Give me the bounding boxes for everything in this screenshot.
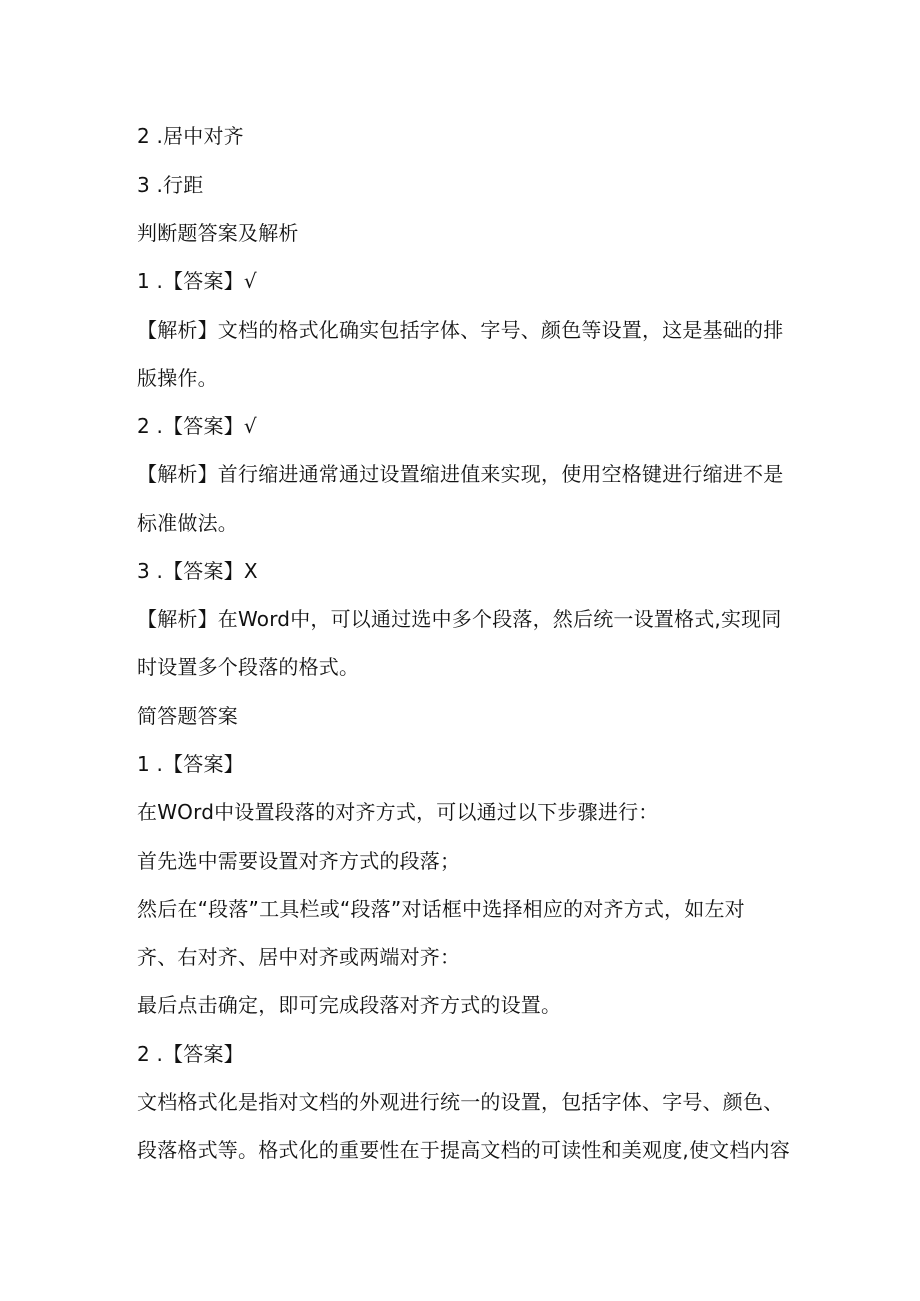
text-line: 2 .居中对齐 [137,124,244,148]
explanation-line: 标准做法。 [137,511,238,535]
explanation-line: 【解析】首行缩进通常通过设置缩进值来实现，使用空格键进行缩进不是 [137,462,784,486]
text-line: 首先选中需要设置对齐方式的段落； [137,849,461,873]
text-line: 齐、右对齐、居中对齐或两端对齐： [137,945,461,969]
answer-line: 2 .【答案】√ [137,414,257,438]
section-heading: 简答题答案 [137,704,238,728]
explanation-line: 【解析】文档的格式化确实包括字体、字号、颜色等设置，这是基础的排 [137,318,784,342]
text-line: 文档格式化是指对文档的外观进行统一的设置，包括字体、字号、颜色、 [137,1090,784,1114]
answer-line: 3 .【答案】X [137,559,258,583]
explanation-line: 版操作。 [137,366,218,390]
text-line: 段落格式等。格式化的重要性在于提高文档的可读性和美观度,使文档内容 [137,1138,790,1162]
answer-line: 1 .【答案】 [137,752,244,776]
text-line: 在WOrd中设置段落的对齐方式，可以通过以下步骤进行： [137,800,659,824]
text-line: 3 .行距 [137,173,204,197]
explanation-line: 【解析】在Word中，可以通过选中多个段落，然后统一设置格式,实现同 [137,607,782,631]
answer-line: 2 .【答案】 [137,1042,244,1066]
explanation-line: 时设置多个段落的格式。 [137,655,360,679]
section-heading: 判断题答案及解析 [137,221,299,245]
answer-line: 1 .【答案】√ [137,269,257,293]
text-line: 然后在“段落”工具栏或“段落”对话框中选择相应的对齐方式，如左对 [137,897,745,921]
text-line: 最后点击确定，即可完成段落对齐方式的设置。 [137,993,562,1017]
